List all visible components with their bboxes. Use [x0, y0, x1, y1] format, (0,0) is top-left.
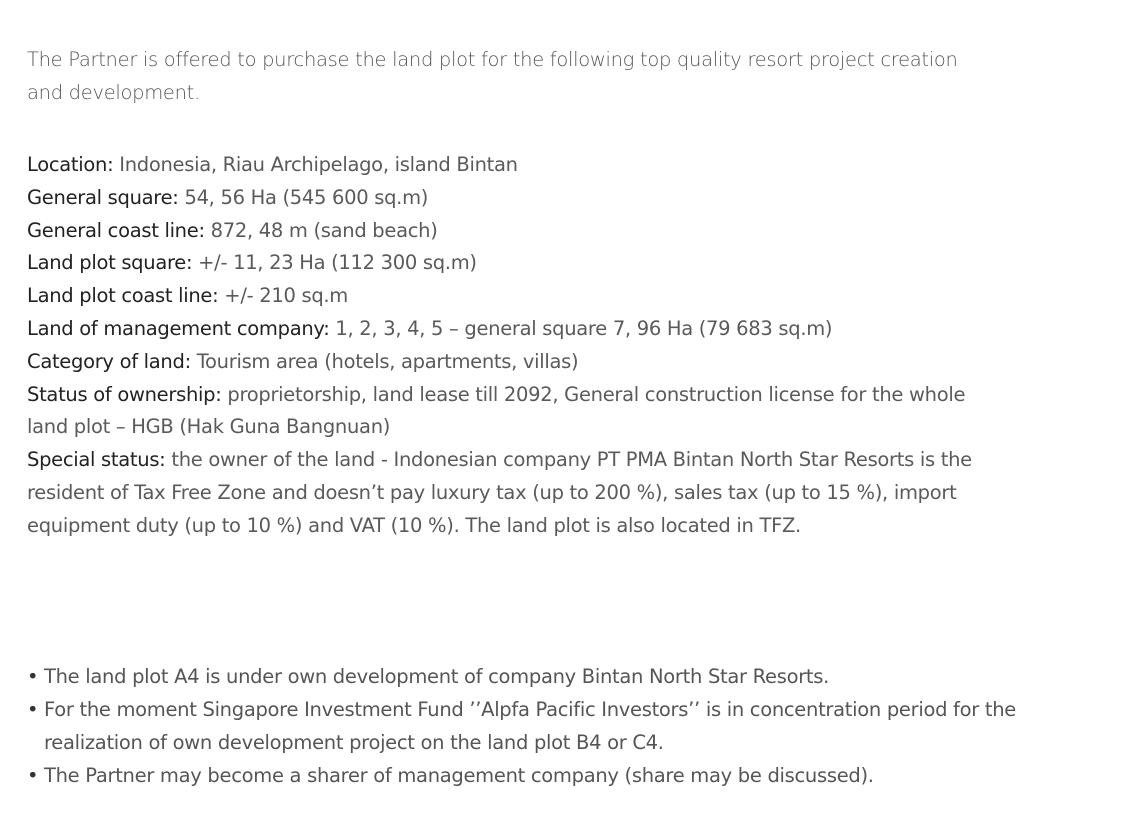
specs-list [27, 149, 987, 543]
spec-land-plot-square [27, 247, 987, 280]
spec-category-of-land [27, 346, 987, 379]
spec-value: Tourism area (hotels, apartments, villas) [196, 349, 579, 373]
list-item [27, 693, 1027, 759]
spec-label: Special status: [27, 448, 166, 472]
spec-label: Land of management company: [27, 316, 330, 340]
spec-general-square [27, 182, 987, 215]
spec-land-of-management-company [27, 313, 987, 346]
spec-label: Land plot coast line: [27, 284, 219, 308]
document-body [27, 44, 1027, 543]
spec-label: Category of land: [27, 349, 191, 373]
spec-general-coast-line [27, 215, 987, 248]
spec-value: proprietorship, land lease till 2092, General construction license for the whole land plot – HGB (Hak Guna Bangnuan) [27, 382, 966, 439]
spec-value: 54, 56 Ha (545 600 sq.m) [184, 185, 429, 209]
notes-bullet-list [27, 660, 1027, 792]
spec-label: General coast line: [27, 218, 205, 242]
intro-paragraph: The Partner is offered to purchase the land plot for the following top quality resort project creation and development. [27, 48, 958, 104]
spec-label: Land plot square: [27, 251, 193, 275]
spec-value: +/- 210 sq.m [224, 284, 348, 308]
spec-value: +/- 11, 23 Ha (112 300 sq.m) [198, 251, 477, 275]
spec-label: Location: [27, 153, 114, 176]
spec-label: Status of ownership: [27, 382, 222, 406]
spec-land-plot-coast-line [27, 280, 987, 313]
list-item [27, 759, 1027, 792]
bullet-text: The land plot A4 is under own development of company Bintan North Star Resorts. [44, 665, 830, 688]
bullet-icon: • [27, 665, 39, 688]
bullet-icon: • [27, 764, 39, 787]
spec-value: 1, 2, 3, 4, 5 – general square 7, 96 Ha (79 683 sq.m) [335, 316, 833, 340]
spec-location [27, 149, 987, 182]
bullet-icon: • [27, 698, 39, 721]
spec-special-status [27, 444, 987, 542]
spec-value: Indonesia, Riau Archipelago, island Bintan [119, 153, 518, 176]
list-item [27, 660, 1027, 693]
bullet-text: The Partner may become a sharer of management company (share may be discussed). [44, 764, 874, 787]
spec-status-of-ownership [27, 379, 987, 445]
bullet-text: For the moment Singapore Investment Fund ’’Alpfa Pacific Investors’’ is in concentration period for the realization of own development project on the land plot B4 or C4. [44, 698, 1016, 754]
spec-value: the owner of the land - Indonesian company PT PMA Bintan North Star Resorts is the resident of Tax Free Zone and doesn’t pay luxury tax (up to 200 %), sales tax (up to 15 %), import equipment duty (up to 10 %) and VAT (10 %). The land plot is also located in TFZ. [27, 448, 972, 537]
spec-label: General square: [27, 185, 179, 209]
spec-value: 872, 48 m (sand beach) [210, 218, 438, 242]
